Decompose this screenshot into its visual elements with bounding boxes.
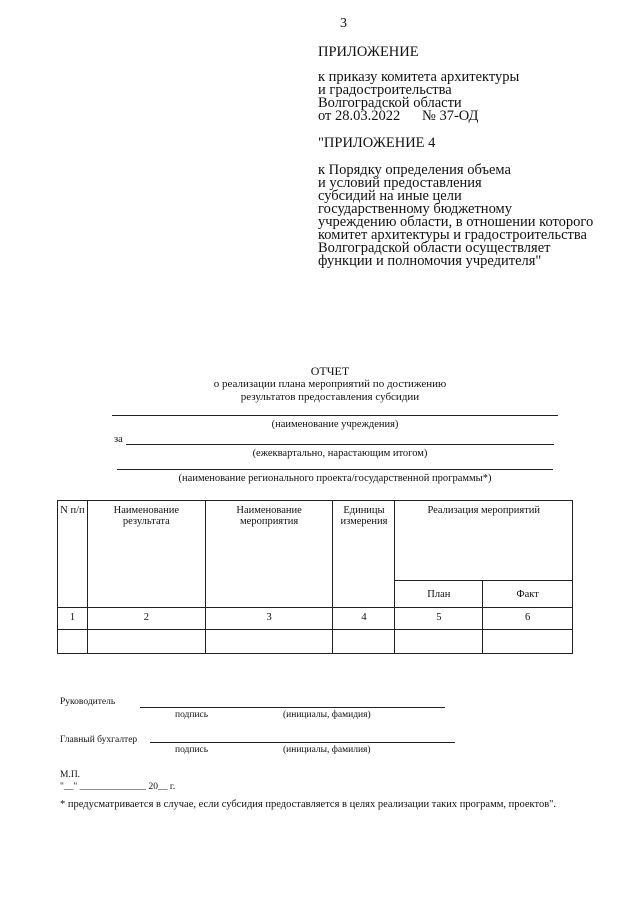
empty-cell — [87, 630, 205, 654]
page-number: 3 — [340, 16, 347, 31]
period-caption: (ежеквартально, нарастающим итогом) — [252, 448, 428, 459]
column-number: 1 — [58, 608, 88, 630]
report-table — [57, 500, 573, 654]
appendix4-title: "ПРИЛОЖЕНИЕ 4 — [318, 135, 436, 151]
appendix4-line: функции и полномочия учредителя" — [318, 253, 542, 269]
date-line: "__" ______________ 20__ г. — [60, 782, 176, 792]
header-result: Наименование результата — [87, 501, 205, 608]
appendix4-line: и условий предоставления — [318, 175, 482, 191]
head-sign-caption: подпись — [175, 710, 209, 720]
report-subtitle — [100, 378, 560, 404]
column-number: 6 — [483, 608, 573, 630]
header-plan: План — [395, 581, 483, 608]
appendix4-line: государственному бюджетному — [318, 201, 512, 217]
program-caption: (наименование регионального проекта/государственной программы*) — [178, 473, 492, 484]
accountant-sign-caption: подпись — [175, 745, 209, 755]
appendix4-line: Волгоградской области осуществляет — [318, 240, 551, 256]
appendix-title: ПРИЛОЖЕНИЕ — [318, 44, 419, 60]
report-title: ОТЧЕТ — [310, 364, 350, 378]
empty-cell — [205, 630, 333, 654]
period-line — [126, 444, 554, 445]
table-row — [58, 630, 573, 654]
appendix-line: Волгоградской области — [318, 95, 462, 111]
appendix4-line: к Порядку определения объема — [318, 162, 511, 178]
column-number: 5 — [395, 608, 483, 630]
report-subtitle-line: результатов предоставления субсидии — [240, 391, 420, 403]
head-label: Руководитель — [60, 697, 116, 707]
appendix-line: и градостроительства — [318, 82, 452, 98]
appendix4-line: комитет архитектуры и градостроительства — [318, 227, 587, 243]
appendix-line: от 28.03.2022 № 37-ОД — [318, 108, 479, 124]
institution-line — [112, 415, 558, 416]
appendix4-line: учреждению области, в отношении которого — [318, 214, 594, 230]
column-number: 3 — [205, 608, 333, 630]
accountant-signature-line — [150, 742, 455, 743]
header-n: N п/п — [58, 501, 88, 608]
empty-cell — [395, 630, 483, 654]
accountant-name-caption: (инициалы, фамилия) — [283, 745, 371, 755]
column-number: 4 — [333, 608, 395, 630]
za-label: за — [114, 434, 123, 445]
head-name-caption: (инициалы, фамидия) — [283, 710, 371, 720]
appendix4-line: субсидий на иные цели — [318, 188, 462, 204]
institution-caption: (наименование учреждения) — [271, 419, 399, 430]
stamp-label: М.П. — [60, 770, 81, 780]
appendix-line: к приказу комитета архитектуры — [318, 69, 520, 85]
accountant-label: Главный бухгалтер — [60, 735, 138, 745]
empty-cell — [333, 630, 395, 654]
header-event: Наименование мероприятия — [205, 501, 333, 608]
appendix-block — [318, 46, 628, 268]
footnote: * предусматривается в случае, если субсидия предоставляется в целях реализации таких программ, проектов". — [60, 799, 557, 810]
header-fact: Факт — [483, 581, 573, 608]
empty-cell — [58, 630, 88, 654]
empty-cell — [483, 630, 573, 654]
header-units: Единицы измерения — [333, 501, 395, 608]
head-signature-line — [140, 707, 445, 708]
column-number: 2 — [87, 608, 205, 630]
header-implementation: Реализация мероприятий — [395, 501, 573, 581]
report-subtitle-line: о реализации плана мероприятий по достижению — [213, 378, 447, 390]
program-line — [117, 469, 553, 470]
